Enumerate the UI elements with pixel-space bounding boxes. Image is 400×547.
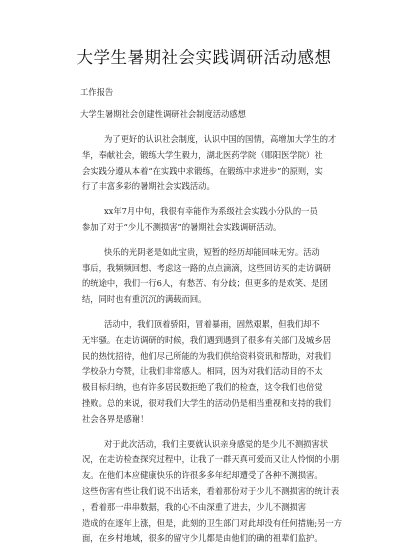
paragraph-3 <box>60 245 348 308</box>
paragraph-line: 快乐的光阴老是如此宝贵，短暂的经历却能回味无穷。活动 <box>104 246 320 257</box>
paragraph-line: 民的热忱招待，他们尽己所能的为我们供给资料资讯和帮助，对我们 <box>82 350 331 361</box>
paragraph-line: 无牢骚。在走访调研的时候，我们遇到遇到了很多有关部门及城乡居 <box>82 334 331 345</box>
paragraph-line: 友。在他们本应健康快乐的许很多多年纪却遭受了各种不测损害。 <box>82 470 323 481</box>
paragraph-line: 学校杂力夸赞，让我们非常感人。相同，因为对我们活动目的不太 <box>82 366 323 377</box>
paragraph-line: xx年7月中旬，我很有幸能作为系级社会实践小分队的一员 <box>104 206 318 217</box>
paragraph-line: 活动中，我们顶着骄阳，冒着暴雨，固然艰累，但我们却不 <box>104 318 320 329</box>
paragraph-4 <box>60 317 348 428</box>
document-subtitle: 大学生暑期社会创建性调研社会制度活动感想 <box>80 109 246 119</box>
paragraph-line: 社会各界是感谢！ <box>82 413 149 424</box>
paragraph-line: 结，同时也有重沉沉的满载而回。 <box>82 294 207 305</box>
paragraph-line: 参加了对于“少儿不测损害”的暑期社会实践调研活动。 <box>82 221 282 232</box>
paragraph-line: 造成的在逐年上涨，但是，此刻的卫生部门对此却没有任何措施;另一方 <box>82 517 343 528</box>
paragraph-line: 为了更好的认识社会制度，认识中国的国情，高增加大学生的才 <box>104 134 337 144</box>
paragraph-line: 对于此次活动，我们主要就认识亲身感觉的是少儿不测损害状 <box>104 438 329 449</box>
document-category-label: 工作报告 <box>80 87 114 97</box>
paragraph-line: ，看着那一串串数据，我的心不由深重了进去，少儿不测损害 <box>82 501 307 512</box>
paragraph-line: 的统途中，我们一行6人，有愁苦、有分歧；但更多的是欢笑、是团 <box>82 278 328 289</box>
paragraph-line: 这些伤害有些让我们说不出话来，看着那份对于少儿不测损害的统计表 <box>82 485 340 496</box>
paragraph-2 <box>60 204 348 236</box>
paragraph-line: 行了丰富多彩的暑期社会实践活动。 <box>82 181 215 192</box>
paragraph-5 <box>60 437 348 547</box>
paragraph-1 <box>60 132 348 195</box>
paragraph-line: 会实践分遵从本着“在实践中求锻练，在锻练中求进步”的原则，实 <box>82 165 323 176</box>
paragraph-line: 挫败。总的来说，很对我们大学生的活动仍是相当重视和支持的我们 <box>82 397 331 408</box>
paragraph-line: 事后，我频频回想、考虑这一路的点点滴滴，这些回访买的走访调研 <box>82 262 331 273</box>
document-title: 大学生暑期社会实践调研活动感想 <box>76 48 332 67</box>
paragraph-line: 况，在走访检查探究过程中，让我了一群天真可爱而又让人怜悯的小朋 <box>82 454 340 465</box>
paragraph-line: 华，奉献社会，锻练大学生毅力，湖北医药学院（郧阳医学院）社 <box>82 149 323 160</box>
paragraph-line: 极目标归纳，也有许多居民数拒绝了我们的检查，这令我们也倍觉 <box>82 382 323 393</box>
paragraph-line: 面，在乡村地域，很多的留守少儿都是由他们的确的祖辈们监护。 <box>82 533 323 544</box>
